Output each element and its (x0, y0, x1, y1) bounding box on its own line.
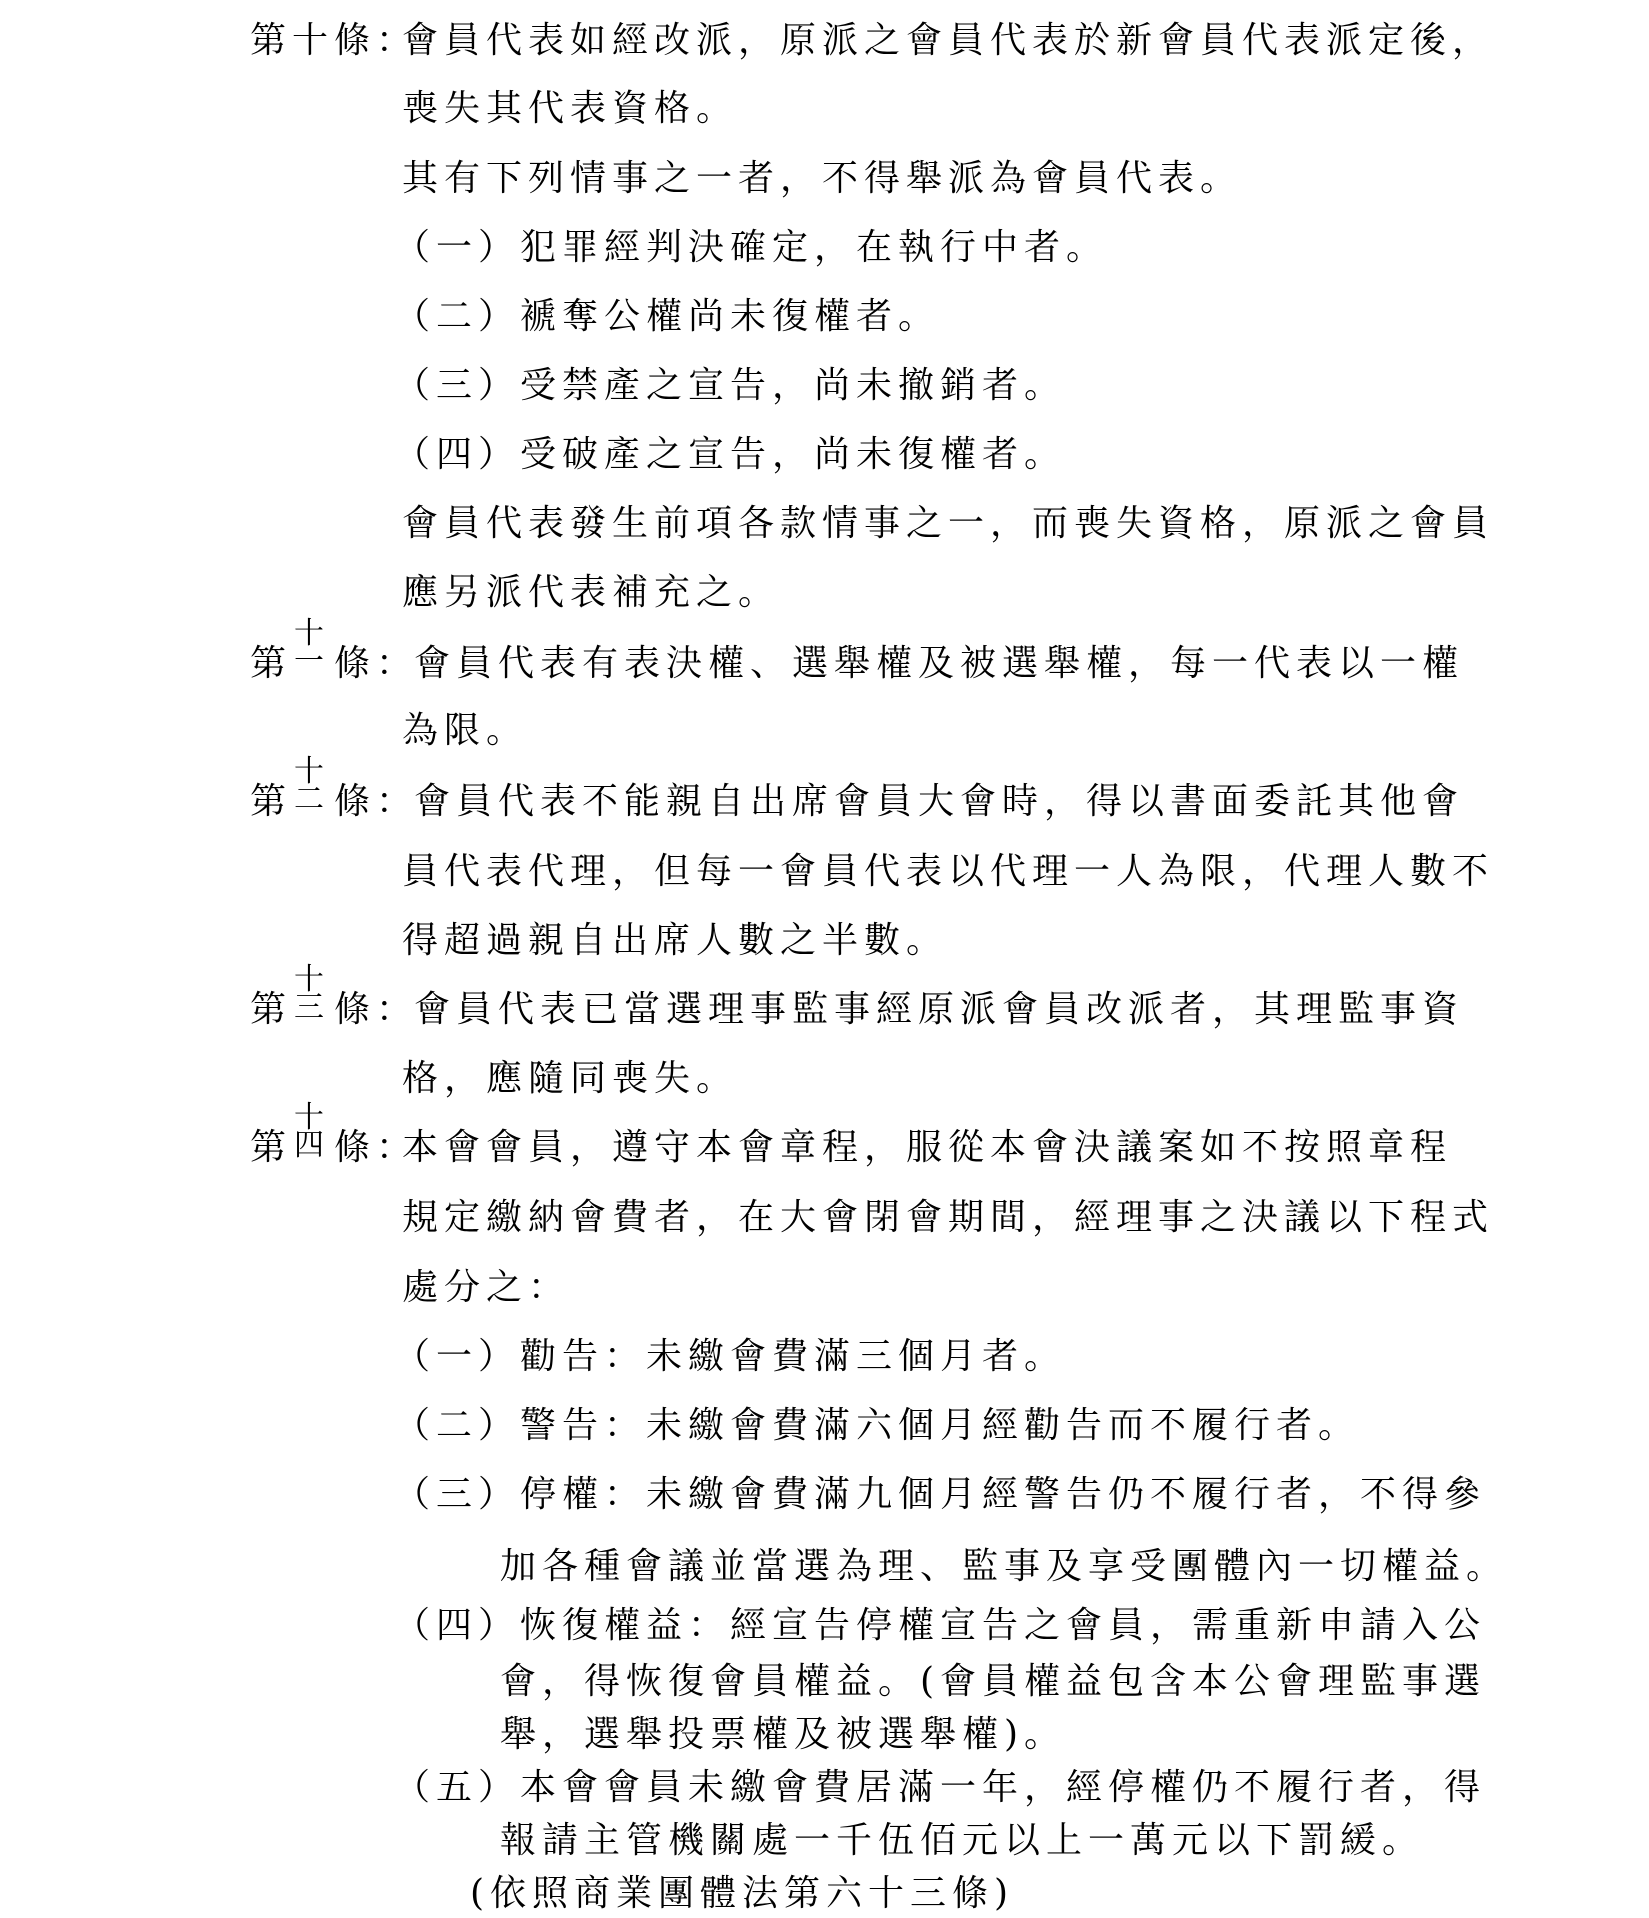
article-12-heading-number (294, 754, 330, 817)
article-10-item-4: （四）受破產之宣告，尚未復權者。 (394, 434, 1067, 475)
article-10-line-4: 會員代表發生前項各款情事之一，而喪失資格，原派之會員 (402, 503, 1495, 544)
article-14-item-4: （四）恢復權益：經宣告停權宣告之會員，需重新申請入公 (394, 1605, 1487, 1646)
article-11-heading-number (294, 616, 330, 679)
article-10-heading: 第十條： (250, 20, 419, 61)
article-10-item-1: （一）犯罪經判決確定，在執行中者。 (394, 227, 1109, 268)
article-14-item-5-cont-2: (依照商業團體法第六十三條) (470, 1873, 1015, 1914)
article-10-item-3: （三）受禁產之宣告，尚未撤銷者。 (394, 365, 1067, 406)
article-10-item-2: （二）褫奪公權尚未復權者。 (394, 296, 941, 337)
article-11-line-1: 會員代表有表決權、選舉權及被選舉權，每一代表以一權 (414, 643, 1465, 684)
article-11-heading (250, 616, 419, 688)
article-10-line-2: 喪失其代表資格。 (402, 88, 739, 129)
article-13-heading-prefix: 第 (250, 989, 293, 1030)
article-12-number-bottom: 二 (294, 782, 330, 817)
article-14-heading-suffix: 條： (334, 1127, 419, 1168)
article-12-heading (250, 754, 419, 826)
article-14-item-5-cont-1: 報請主管機關處一千伍佰元以上一萬元以下罰緩。 (500, 1820, 1425, 1861)
article-14-item-2: （二）警告：未繳會費滿六個月經勸告而不履行者。 (394, 1405, 1361, 1446)
article-14-line-2: 規定繳納會費者，在大會閉會期間，經理事之決議以下程式 (402, 1197, 1495, 1238)
article-12-line-2: 員代表代理，但每一會員代表以代理一人為限，代理人數不 (402, 851, 1495, 892)
article-13-line-1: 會員代表已當選理事監事經原派會員改派者，其理監事資 (414, 989, 1465, 1030)
article-14-item-3-cont: 加各種會議並當選為理、監事及享受團體內一切權益。 (500, 1546, 1509, 1587)
article-12-line-1: 會員代表不能親自出席會員大會時，得以書面委託其他會 (414, 781, 1465, 822)
article-10-line-5: 應另派代表補充之。 (402, 572, 781, 613)
article-13-line-2: 格，應隨同喪失。 (402, 1058, 739, 1099)
article-11-number-bottom: 一 (294, 644, 330, 679)
article-14-line-3: 處分之： (402, 1267, 571, 1308)
article-12-heading-prefix: 第 (250, 781, 293, 822)
article-14-heading (250, 1100, 419, 1172)
article-14-heading-number (294, 1100, 330, 1163)
article-11-number-top: 十 (294, 616, 330, 651)
article-13-heading-number (294, 962, 330, 1025)
article-14-number-bottom: 四 (294, 1128, 330, 1163)
article-12-line-3: 得超過親自出席人數之半數。 (402, 920, 949, 961)
article-13-heading-suffix: 條： (334, 989, 419, 1030)
article-11-heading-suffix: 條： (334, 643, 419, 684)
article-13-number-bottom: 三 (294, 990, 330, 1025)
article-12-number-top: 十 (294, 754, 330, 789)
article-10-line-3: 其有下列情事之一者，不得舉派為會員代表。 (402, 158, 1243, 199)
article-14-item-3: （三）停權：未繳會費滿九個月經警告仍不履行者，不得參 (394, 1474, 1487, 1515)
article-14-heading-prefix: 第 (250, 1127, 293, 1168)
article-14-line-1: 本會會員，遵守本會章程，服從本會決議案如不按照章程 (402, 1127, 1453, 1168)
article-11-line-2: 為限。 (402, 710, 529, 751)
article-13-heading (250, 962, 419, 1034)
article-13-number-top: 十 (294, 962, 330, 997)
article-14-number-top: 十 (294, 1100, 330, 1135)
article-11-heading-prefix: 第 (250, 643, 293, 684)
article-14-item-5: （五）本會會員未繳會費居滿一年，經停權仍不履行者，得 (394, 1767, 1487, 1808)
article-10-line-1: 會員代表如經改派，原派之會員代表於新會員代表派定後， (402, 20, 1495, 61)
article-14-item-1: （一）勸告：未繳會費滿三個月者。 (394, 1336, 1067, 1377)
article-14-item-4-cont-2: 舉，選舉投票權及被選舉權)。 (500, 1714, 1067, 1755)
article-14-item-4-cont-1: 會，得恢復會員權益。(會員權益包含本公會理監事選 (500, 1661, 1487, 1702)
article-12-heading-suffix: 條： (334, 781, 419, 822)
